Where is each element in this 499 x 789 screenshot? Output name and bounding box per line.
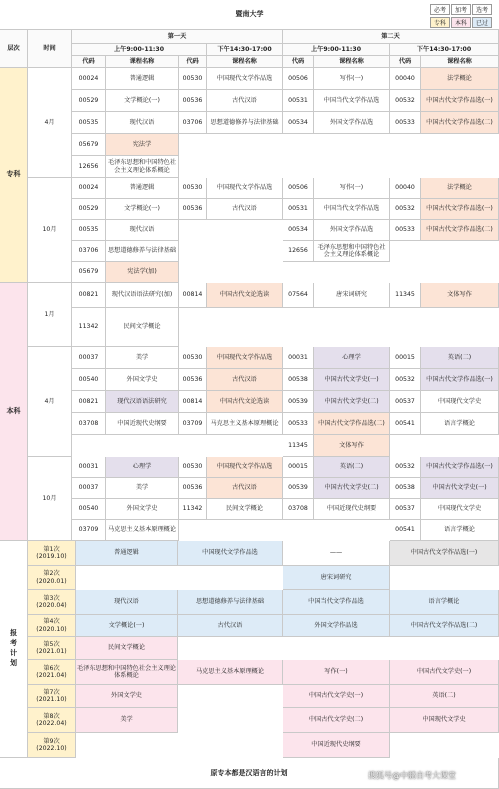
cell-x4c1: 03709 xyxy=(72,520,106,541)
cell-z2n3: 中国当代文学作品选 xyxy=(314,90,390,112)
cell-j1c4: 11345 xyxy=(390,283,421,308)
cell-j1c2: 00814 xyxy=(179,283,207,308)
cell-p1c: —— xyxy=(283,541,390,566)
cell-z1n1: 普通逻辑 xyxy=(106,68,179,90)
cell-z4c1: 05679 xyxy=(72,134,106,156)
cell-z5n1: 毛泽东思想和中国特色社会主义理论体系概论 xyxy=(106,156,179,178)
cell-z1c3: 00506 xyxy=(283,68,314,90)
cell-p5a: 民间文学概论 xyxy=(76,637,178,660)
cell-y1c1: 00024 xyxy=(72,178,106,199)
cell-z3n1: 现代汉语 xyxy=(106,112,179,134)
sheet-title: 暨南大学 xyxy=(0,0,499,30)
cell-b4c2: 03709 xyxy=(179,413,207,435)
cell-x3c3: 03708 xyxy=(283,499,314,520)
cell-p9c: 中国近现代史纲要 xyxy=(283,733,390,758)
cell-z2c1: 00529 xyxy=(72,90,106,112)
cell-b1n3: 心理学 xyxy=(314,347,390,369)
cell-y2n4: 中国古代文学作品选(一) xyxy=(421,199,499,220)
header-am1: 上午9:00-11:30 xyxy=(72,44,207,56)
cell-x3n4: 中国现代文学史 xyxy=(421,499,499,520)
cell-j1n2: 中国古代文论选读 xyxy=(207,283,283,308)
legend-item-4: 本科 xyxy=(451,17,471,28)
cell-b3n1: 现代汉语语法研究 xyxy=(106,391,179,413)
cell-p6b: 马克思主义基本原理概论 xyxy=(178,660,283,685)
legend-item-0: 必考 xyxy=(430,4,450,15)
cell-z1c1: 00024 xyxy=(72,68,106,90)
cell-z4n1: 宪法学 xyxy=(106,134,179,156)
cell-b4n3: 中国古代文学作品选(二) xyxy=(314,413,390,435)
cell-y3n4: 中国古代文学作品选(二) xyxy=(421,220,499,241)
cell-z2c4: 00532 xyxy=(390,90,421,112)
cell-z1n4: 法学概论 xyxy=(421,68,499,90)
cell-p1b: 中国现代文学作品选 xyxy=(178,541,283,566)
cell-y1c3: 00506 xyxy=(283,178,314,199)
cell-p1a: 普通逻辑 xyxy=(76,541,178,566)
header-pm2: 下午14:30-17:00 xyxy=(390,44,499,56)
cell-x2c2: 00536 xyxy=(179,478,207,499)
cell-b3c1: 00821 xyxy=(72,391,106,413)
cell-x1n2: 中国现代文学作品选 xyxy=(207,457,283,478)
cell-z3n4: 中国古代文学作品选(二) xyxy=(421,112,499,134)
cell-x1n3: 英语(二) xyxy=(314,457,390,478)
cell-b2n2: 古代汉语 xyxy=(207,369,283,391)
header-name-n1: 课程名称 xyxy=(106,56,179,68)
cell-m4a: 4月 xyxy=(28,68,72,178)
cell-b5n3: 文体写作 xyxy=(314,435,390,457)
cell-b4n1: 中国近现代史纲要 xyxy=(106,413,179,435)
cell-z1n2: 中国现代文学作品选 xyxy=(207,68,283,90)
cell-b4c4: 00541 xyxy=(390,413,421,435)
cell-p6d: 中国古代文学史(一) xyxy=(390,660,499,685)
header-time: 时间 xyxy=(28,30,72,68)
cell-p7a: 外国文学史 xyxy=(76,685,178,708)
cell-m4b: 4月 xyxy=(28,347,72,457)
cell-x2c3: 00539 xyxy=(283,478,314,499)
cell-b3c3: 00539 xyxy=(283,391,314,413)
cell-b1c1: 00037 xyxy=(72,347,106,369)
cell-x2c1: 00037 xyxy=(72,478,106,499)
cell-y3c1: 00535 xyxy=(72,220,106,241)
cell-b2n1: 外国文学史 xyxy=(106,369,179,391)
cell-x1c1: 00031 xyxy=(72,457,106,478)
cell-b3c2: 00814 xyxy=(179,391,207,413)
cell-p3a: 现代汉语 xyxy=(76,590,178,615)
cell-y1c4: 00040 xyxy=(390,178,421,199)
cell-y2c1: 00529 xyxy=(72,199,106,220)
cell-y2n2: 古代汉语 xyxy=(207,199,283,220)
cell-x2n1: 美学 xyxy=(106,478,179,499)
cell-x4n1: 马克思主义基本原理概论 xyxy=(106,520,179,541)
cell-z3n3: 外国文学作品选 xyxy=(314,112,390,134)
cell-p4b: 古代汉语 xyxy=(178,615,283,637)
cell-p8a: 美学 xyxy=(76,708,178,733)
cell-foot: 原专本都是汉语言的计划 xyxy=(0,758,499,789)
cell-p4c: 外国文学作品选 xyxy=(283,615,390,637)
cell-p3c: 中国当代文学作品选 xyxy=(283,590,390,615)
header-level: 层次 xyxy=(0,30,28,68)
cell-p3b: 思想道德修养与法律基础 xyxy=(178,590,283,615)
cell-j1n3: 唐宋词研究 xyxy=(314,283,390,308)
cell-j1n1: 现代汉语语法研究(加) xyxy=(106,283,179,308)
legend-item-3: 专科 xyxy=(430,17,450,28)
cell-x2n2: 古代汉语 xyxy=(207,478,283,499)
cell-p4t: 第4次 (2020.10) xyxy=(28,615,76,637)
cell-b1c3: 00031 xyxy=(283,347,314,369)
cell-z1n3: 写作(一) xyxy=(314,68,390,90)
cell-y3n3: 外国文学作品选 xyxy=(314,220,390,241)
cell-z2c3: 00531 xyxy=(283,90,314,112)
header-day1: 第一天 xyxy=(72,30,283,44)
cell-x1c3: 00015 xyxy=(283,457,314,478)
cell-j1c1: 00821 xyxy=(72,283,106,308)
cell-x4c4: 00541 xyxy=(390,520,421,541)
cell-b2n3: 中国古代文学史(一) xyxy=(314,369,390,391)
cell-p8d: 中国现代文学史 xyxy=(390,708,499,733)
cell-y1n2: 中国现代文学作品选 xyxy=(207,178,283,199)
cell-x3c4: 00537 xyxy=(390,499,421,520)
cell-p3t: 第3次 (2020.04) xyxy=(28,590,76,615)
cell-j1c3: 07564 xyxy=(283,283,314,308)
cell-p2c: 唐宋词研究 xyxy=(283,566,390,590)
cell-x3n2: 民间文学概论 xyxy=(207,499,283,520)
cell-z3c1: 00535 xyxy=(72,112,106,134)
cell-y1c2: 00530 xyxy=(179,178,207,199)
header-code-c2: 代码 xyxy=(179,56,207,68)
header-pm1: 下午14:30-17:00 xyxy=(207,44,283,56)
cell-z1c4: 00040 xyxy=(390,68,421,90)
cell-x2c4: 00538 xyxy=(390,478,421,499)
cell-zhuanke: 专科 xyxy=(0,68,28,283)
cell-b2n4: 中国古代文学作品选(一) xyxy=(421,369,499,391)
cell-x1n4: 中国古代文学作品选(一) xyxy=(421,457,499,478)
cell-b4c1: 03708 xyxy=(72,413,106,435)
cell-x1c2: 00530 xyxy=(179,457,207,478)
legend-item-5: 已过 xyxy=(472,17,492,28)
cell-x1c4: 00532 xyxy=(390,457,421,478)
cell-j2n1: 民间文学概论 xyxy=(106,308,179,347)
cell-z3c2: 03706 xyxy=(179,112,207,134)
cell-j1n4: 文体写作 xyxy=(421,283,499,308)
cell-p6c: 写作(一) xyxy=(283,660,390,685)
cell-p6a: 毛泽东思想和中国特色社会主义理论体系概论 xyxy=(76,660,178,685)
cell-y3n1: 现代汉语 xyxy=(106,220,179,241)
cell-m1: 1月 xyxy=(28,283,72,347)
legend-item-1: 加考 xyxy=(451,4,471,15)
cell-z3c3: 00534 xyxy=(283,112,314,134)
cell-p8c: 中国古代文学史(二) xyxy=(283,708,390,733)
header-code-c4: 代码 xyxy=(390,56,421,68)
cell-y1n3: 写作(一) xyxy=(314,178,390,199)
cell-z2n4: 中国古代文学作品选(一) xyxy=(421,90,499,112)
cell-plan: 报 考 计 划 xyxy=(0,541,28,758)
cell-z1c2: 00530 xyxy=(179,68,207,90)
cell-z3n2: 思想道德修养与法律基础 xyxy=(207,112,283,134)
cell-b2c1: 00540 xyxy=(72,369,106,391)
cell-p7c: 中国古代文学史(一) xyxy=(283,685,390,708)
cell-b4n2: 马克思主义基本原理概论 xyxy=(207,413,283,435)
cell-b5c3: 11345 xyxy=(283,435,314,457)
cell-y1n1: 普通逻辑 xyxy=(106,178,179,199)
cell-b2c3: 00538 xyxy=(283,369,314,391)
cell-x2n3: 中国古代文学史(二) xyxy=(314,478,390,499)
cell-x3c1: 00540 xyxy=(72,499,106,520)
cell-z2n1: 文学概论(一) xyxy=(106,90,179,112)
cell-b2c4: 00532 xyxy=(390,369,421,391)
cell-z5c1: 12656 xyxy=(72,156,106,178)
cell-y1n4: 法学概论 xyxy=(421,178,499,199)
cell-p3d: 语言学概论 xyxy=(390,590,499,615)
cell-z2c2: 00536 xyxy=(179,90,207,112)
header-am2: 上午9:00-11:30 xyxy=(283,44,390,56)
cell-b3n2: 中国古代文论选读 xyxy=(207,391,283,413)
cell-x1n1: 心理学 xyxy=(106,457,179,478)
cell-y2n1: 文学概论(一) xyxy=(106,199,179,220)
cell-b3n4: 中国现代文学史 xyxy=(421,391,499,413)
cell-z2n2: 古代汉语 xyxy=(207,90,283,112)
cell-m10b: 10月 xyxy=(28,457,72,541)
cell-x3n3: 中国近现代史纲要 xyxy=(314,499,390,520)
watermark-text: 搜狐号@中鹏自考大课堂 xyxy=(368,771,456,780)
header-code-c3: 代码 xyxy=(283,56,314,68)
cell-bk: 本科 xyxy=(0,283,28,541)
cell-b1n4: 英语(二) xyxy=(421,347,499,369)
cell-y2c4: 00532 xyxy=(390,199,421,220)
cell-p5t: 第5次 (2021.01) xyxy=(28,637,76,660)
cell-y5n1: 宪法学(加) xyxy=(106,262,179,283)
header-name-n4: 课程名称 xyxy=(421,56,499,68)
cell-y4c3: 12656 xyxy=(283,241,314,262)
cell-y4n3: 毛泽东思想和中国特色社会主义理论体系概论 xyxy=(314,241,390,262)
cell-b4n4: 语言学概论 xyxy=(421,413,499,435)
header-code-c1: 代码 xyxy=(72,56,106,68)
cell-b4c3: 00533 xyxy=(283,413,314,435)
cell-y2n3: 中国当代文学作品选 xyxy=(314,199,390,220)
cell-x4n4: 语言学概论 xyxy=(421,520,499,541)
cell-p8t: 第8次 (2022.04) xyxy=(28,708,76,733)
cell-p9t: 第9次 (2022.10) xyxy=(28,733,76,758)
header-day2: 第二天 xyxy=(283,30,499,44)
cell-b3n3: 中国古代文学史(二) xyxy=(314,391,390,413)
cell-y4c1: 03706 xyxy=(72,241,106,262)
cell-p7d: 英语(二) xyxy=(390,685,499,708)
cell-y3c3: 00534 xyxy=(283,220,314,241)
header-name-n2: 课程名称 xyxy=(207,56,283,68)
cell-b1c2: 00530 xyxy=(179,347,207,369)
cell-b1c4: 00015 xyxy=(390,347,421,369)
cell-x2n4: 中国古代文学史(一) xyxy=(421,478,499,499)
cell-y2c3: 00531 xyxy=(283,199,314,220)
cell-y2c2: 00536 xyxy=(179,199,207,220)
legend-item-2: 选考 xyxy=(472,4,492,15)
cell-p6t: 第6次 (2021.04) xyxy=(28,660,76,685)
cell-z3c4: 00533 xyxy=(390,112,421,134)
cell-j2c1: 11342 xyxy=(72,308,106,347)
cell-p4a: 文学概论(一) xyxy=(76,615,178,637)
cell-p2t: 第2次 (2020.01) xyxy=(28,566,76,590)
cell-b1n1: 美学 xyxy=(106,347,179,369)
cell-m10a: 10月 xyxy=(28,178,72,283)
cell-b3c4: 00537 xyxy=(390,391,421,413)
cell-y5c1: 05679 xyxy=(72,262,106,283)
cell-x3c2: 11342 xyxy=(179,499,207,520)
cell-p4d: 中国古代文学作品选(二) xyxy=(390,615,499,637)
cell-y3c4: 00533 xyxy=(390,220,421,241)
cell-p1t: 第1次 (2019.10) xyxy=(28,541,76,566)
cell-p7t: 第7次 (2021.10) xyxy=(28,685,76,708)
cell-b2c2: 00536 xyxy=(179,369,207,391)
cell-p1d: 中国古代文学作品选(一) xyxy=(390,541,499,566)
cell-b1n2: 中国现代文学作品选 xyxy=(207,347,283,369)
header-name-n3: 课程名称 xyxy=(314,56,390,68)
cell-y4n1: 思想道德修养与法律基础 xyxy=(106,241,179,262)
cell-x3n1: 外国文学史 xyxy=(106,499,179,520)
